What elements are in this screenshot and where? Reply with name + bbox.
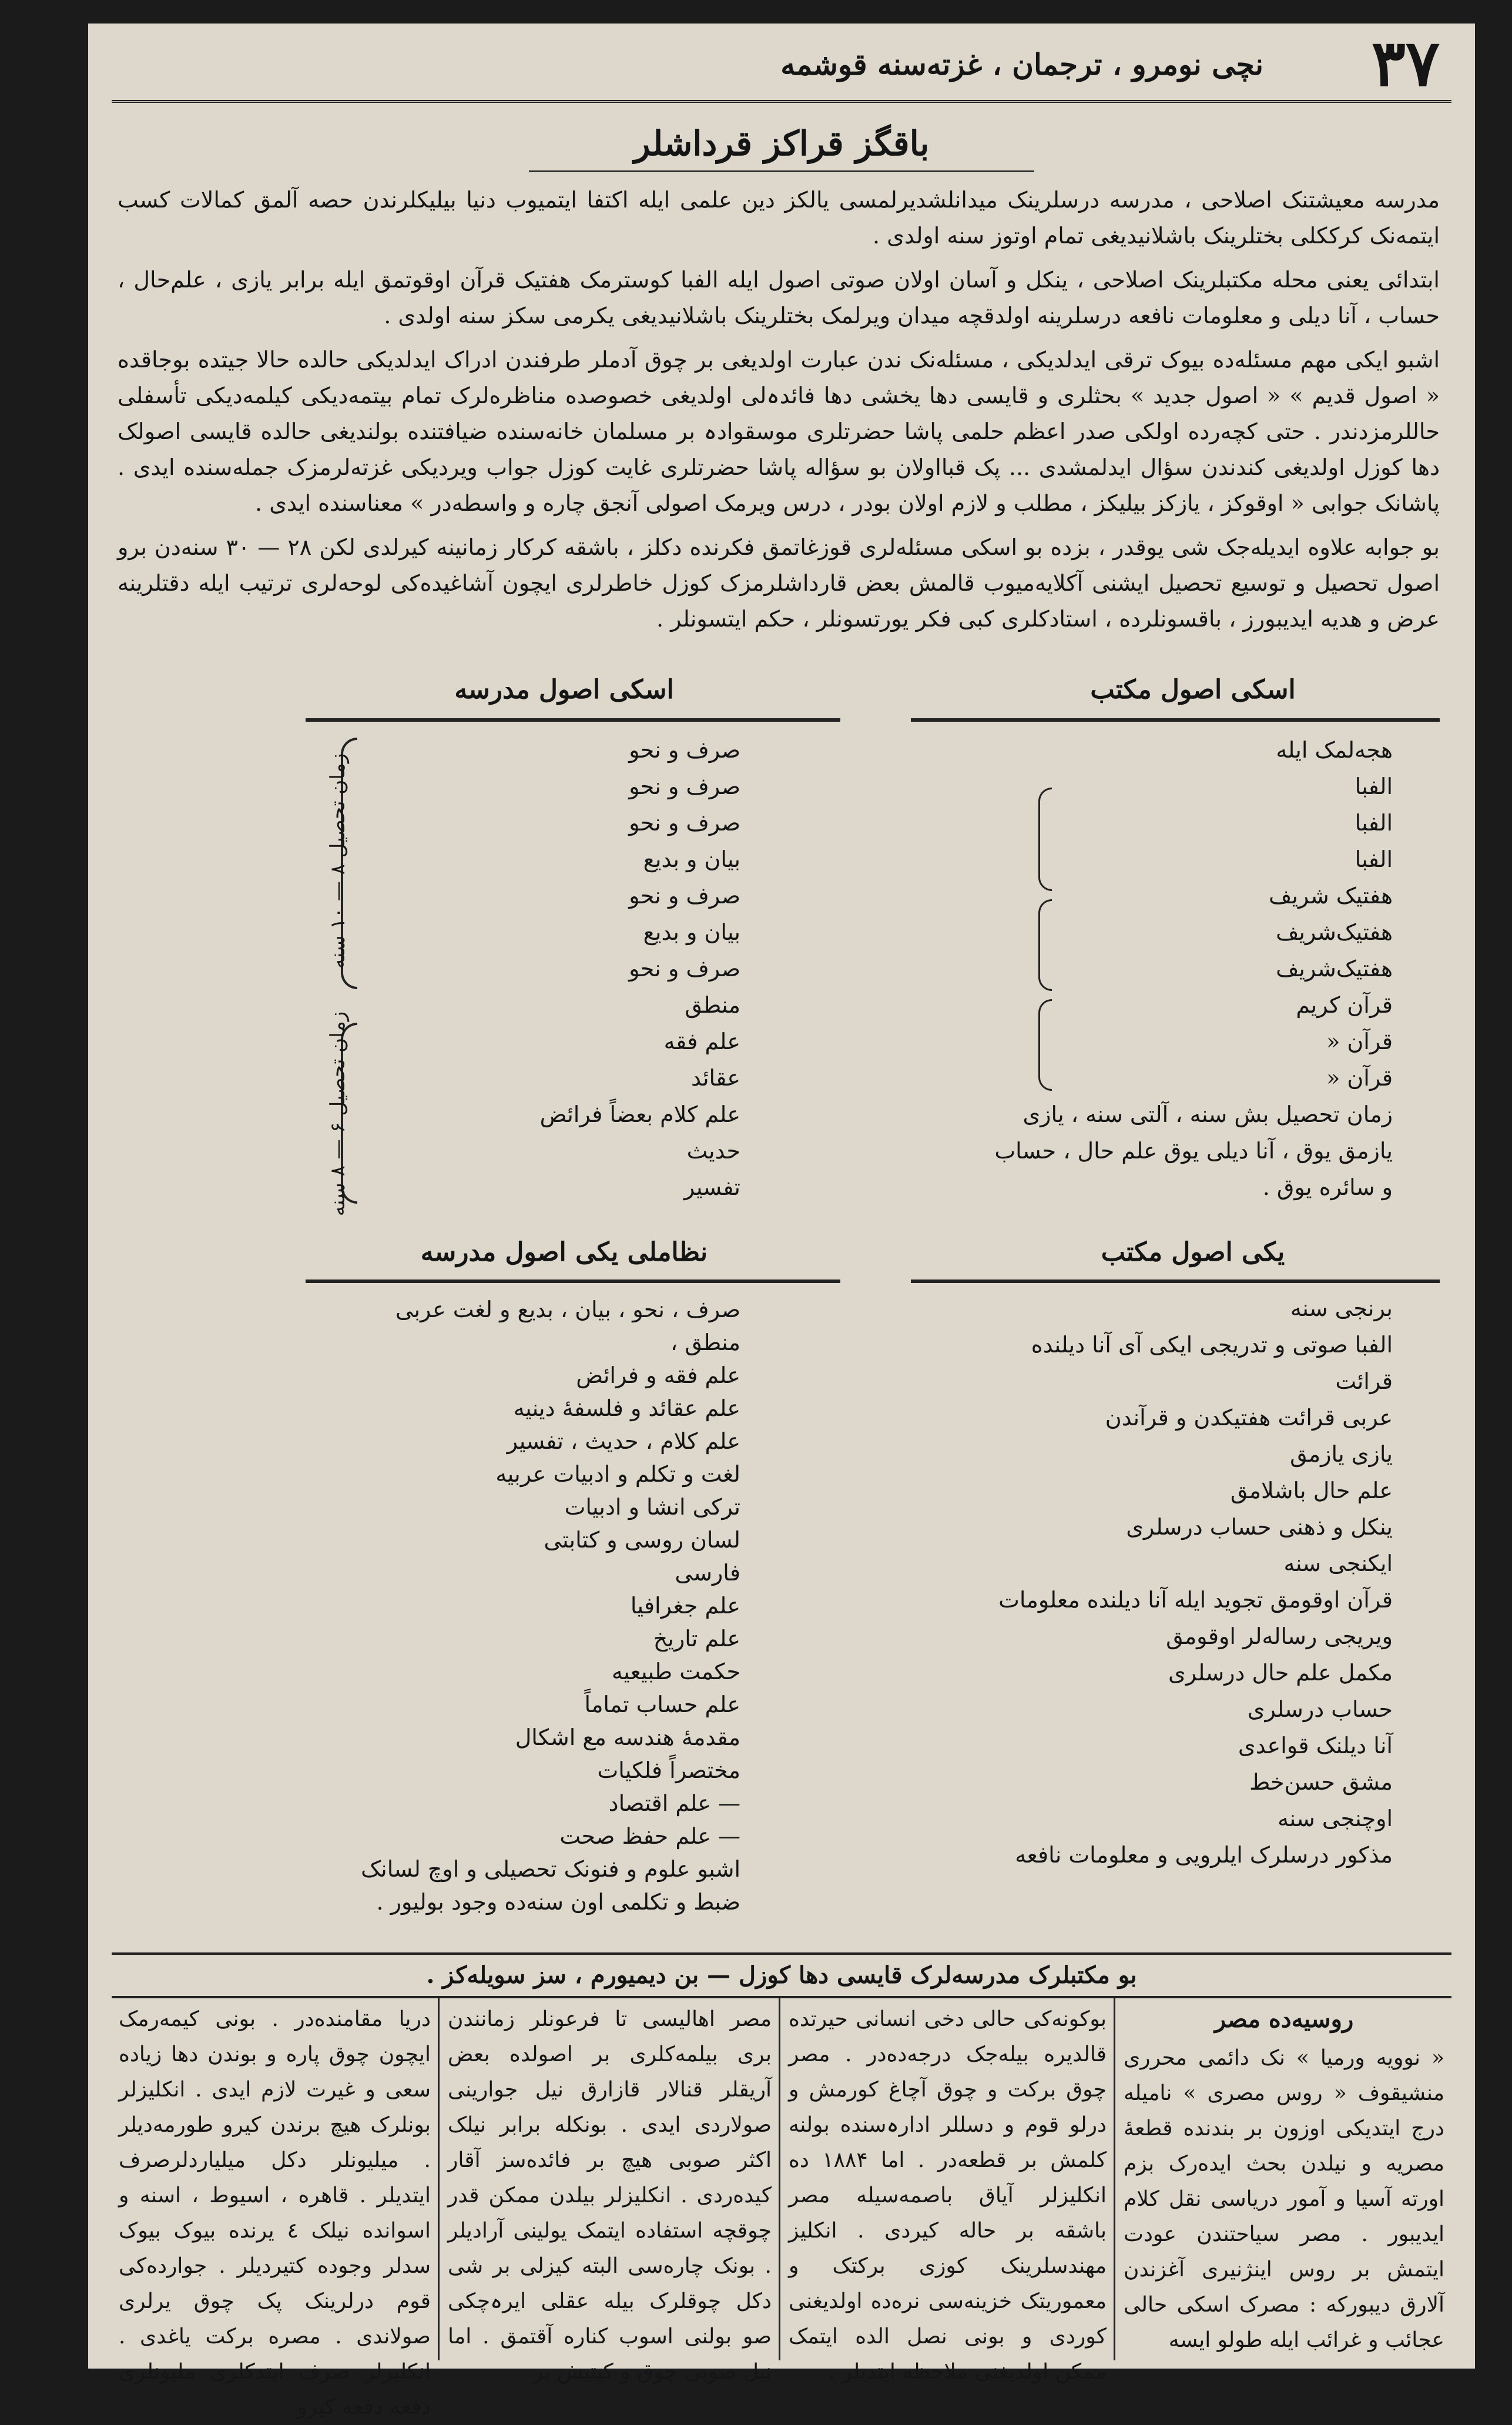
list-item: صرف و نحو bbox=[629, 773, 740, 799]
list-item: صرف و نحو bbox=[629, 883, 740, 909]
new-maktab-list bbox=[864, 1290, 1393, 1873]
paragraph: مدرسه معیشتنک اصلاحی ، مدرسه درسلرینک میدانلشدیرلمسی یالکز دین علمی ایله اکتفا ایتمیوب دنیا بیلیکلرندن حصه آلمق کمالات کسب ایتمه‌نک کرککلی بختلرینک باشلانیدیغی تمام اوتوز سنه اولدی . bbox=[118, 187, 1440, 249]
column-divider bbox=[1114, 1996, 1115, 2360]
list-item: علم فقه bbox=[663, 1029, 740, 1054]
list-item: یازمق یوق ، آنا دیلی یوق علم حال ، حساب bbox=[994, 1138, 1393, 1164]
old-maktab-list bbox=[923, 732, 1393, 1205]
list-item: ینکل و ذهنی حساب درسلری bbox=[1126, 1514, 1393, 1540]
column-text: بوکونه‌کی حالی دخی انسانی حیرتده قالدیره بیله‌جک درجه‌ده‌در . مصر چوق برکت و چوق آچاغ کورمش و درلو قوم و دسللر ادارہ‌سنده بولنه کلمش بر قطعه‌در . اما ۱۸۸۴ ده انکلیزلر آیاق باصمه‌سیله مصر باشقه بر حاله کیردی . انکلیز مهندسلرینک کوزی برکتک و معموریتک خزینه‌سی نره‌ده اولدیغنی کوردی و بونی نصل الده ایتمک ممکن اولدیغنی ملاحظه ایتدیلر . bbox=[789, 2007, 1107, 2384]
duration-label: زمان تحصیل ۸ — ۱۰ سنه bbox=[326, 753, 350, 969]
news-column bbox=[112, 1996, 438, 2419]
list-item: عقائد bbox=[691, 1065, 740, 1091]
old-madrasa-heading: اسکی اصول مدرسه bbox=[454, 675, 674, 705]
table-rule bbox=[911, 1280, 1440, 1283]
list-item: هفتیک‌شریف bbox=[1276, 919, 1393, 945]
news-column bbox=[782, 1996, 1114, 2384]
column-text: دریا مقامنده‌در . بونی کیمه‌رمک ایچون چوق پاره و بوندن دها زیاده سعی و غیرت لازم ایدی . انکلیزلر بونلرک هیچ برندن کیرو طورمه‌دیلر . میلیونلر دکل میلیاردلرصرف ایتدیلر . قاهره ، اسیوط ، اسنه و اسوانده نیلک ٤ یرنده بیوک بیوک سدلر وجوده کتیردیلر . جوارده‌کی قوم درلرینک پک چوق یرلری صولاندی . مصره برکت یاغدی . انکلیزلر صرف ایتدکلری ملیونلری دفعه دفعه کیرو bbox=[119, 2007, 431, 2419]
list-item: علم کلام بعضاً فرائض bbox=[539, 1101, 740, 1127]
list-item: تفسیر bbox=[683, 1174, 740, 1200]
list-item: بیان و بدیع bbox=[643, 846, 740, 872]
list-item: قرآن « bbox=[1326, 1065, 1393, 1091]
list-item: الفبا صوتی و تدریجی ایکی آی آنا دیلنده bbox=[1031, 1332, 1393, 1358]
conclusion-line: بو مکتبلرک مدرسه‌لرک قایسی دها کوزل — بن دیمیورم ، سز سویله‌کز . bbox=[112, 1952, 1451, 1998]
masthead-title: نچی نومرو ، ترجمان ، غزته‌سنه قوشمه bbox=[780, 47, 1263, 82]
list-item: یازی یازمق bbox=[1290, 1441, 1393, 1467]
list-item: ویریجی رساله‌لر اوقومق bbox=[1166, 1623, 1393, 1649]
list-item: حدیث bbox=[686, 1138, 740, 1164]
list-item: منطق bbox=[685, 992, 740, 1018]
list-item: ایکنجی سنه bbox=[1283, 1550, 1393, 1576]
list-item: بیان و بدیع bbox=[643, 919, 740, 945]
list-item: و سائره یوق . bbox=[1262, 1174, 1393, 1200]
list-item: علم عقائد و فلسفهٔ دینیه bbox=[513, 1395, 740, 1421]
year-bracket bbox=[1038, 899, 1052, 991]
old-madrasa-list bbox=[329, 732, 740, 1205]
list-item: قرآن « bbox=[1326, 1029, 1393, 1054]
list-item: منطق ، bbox=[670, 1329, 740, 1355]
list-item: مشق حسن‌خط bbox=[1249, 1769, 1393, 1795]
list-item: علم تاریخ bbox=[653, 1626, 740, 1652]
list-item: اشبو علوم و فنونک تحصیلی و اوچ لسانک bbox=[361, 1856, 740, 1882]
news-column bbox=[441, 1996, 779, 2384]
new-maktab-heading: یکی اصول مکتب bbox=[1101, 1237, 1285, 1267]
list-item: لغت و تکلم و ادبیات عربیه bbox=[495, 1461, 740, 1487]
list-item: علم جغرافیا bbox=[630, 1593, 740, 1619]
egypt-heading: روسیه‌ده مصر bbox=[1214, 2005, 1354, 2033]
list-item: علم کلام ، حدیث ، تفسیر bbox=[507, 1428, 740, 1454]
list-item: ترکی انشا و ادبیات bbox=[564, 1494, 740, 1520]
old-maktab-heading: اسکی اصول مکتب bbox=[1090, 675, 1296, 705]
issue-number: ۳۷ bbox=[1371, 26, 1440, 101]
paragraph: بو جوابه علاوه ایدیله‌جک شی یوقدر ، بزده بو اسکی مسئله‌لری قوزغاتمق فکرنده دکلز ، باشقه کرکار زمانینه کیرلدی لکن ۲۸ — ۳۰ سنه‌دن برو اصول تحصیل و توسیع تحصیل ایشنی آکلایه‌میوب قالمش بعض قارداشلرمزک کوزل خاطرلری ایچون آشاغیده‌کی لوحه‌لری ترتیب ایله دقتلرینه عرض و هدیه ایدیبورز ، باقسونلرده ، استادکلری کبی فکر یورتسونلر ، حکم ایتسونلر . bbox=[118, 534, 1440, 632]
column-text: « نوویه ورمیا » نک دائمی محرری منشیقوف « روس مصری » نامیله درج ایتدیکی اوزون بر بندنده قطعهٔ مصریه و نیلدن بحث ایده‌رک بزم اورته آسیا و آمور دریاسی نقل کلام ایدیبور . مصر سیاحتندن عودت ایتمش بر روس اینژنیری آغزندن آلارق دیبورکه : مصرک اسکی حالی عجائب و غرائب ایله طولو ایسه bbox=[1124, 2046, 1444, 2352]
list-item: حساب درسلری bbox=[1247, 1696, 1393, 1722]
article-title: باقگز قراکز قرداشلر bbox=[633, 123, 930, 163]
title-divider bbox=[529, 170, 1034, 172]
list-item: عربی قرائت هفتیکدن و قرآندن bbox=[1105, 1405, 1393, 1431]
list-item: هفتیک شریف bbox=[1268, 883, 1393, 909]
egypt-article bbox=[112, 1996, 1451, 2419]
list-item: آنا دیلنک قواعدی bbox=[1238, 1733, 1393, 1759]
new-madrasa-list bbox=[212, 1293, 740, 1918]
list-item: صرف و نحو bbox=[629, 737, 740, 763]
column-divider bbox=[438, 1996, 440, 2360]
list-item: صرف و نحو bbox=[629, 810, 740, 836]
list-item: صرف ، نحو ، بیان ، بدیع و لغت عربی bbox=[395, 1297, 740, 1322]
column-text: مصر اهالیسی تا فرعونلر زمانندن بری بیلمه‌کلری بر اصولده بعض آریقلر قنالار قازارق نیل جوارینی صولاردی ایدی . بونکله برابر نیلک اکثر صوبی هیچ بر فائده‌سز آقار کیده‌ردی . انکلیزلر بیلدن ممکن قدر چوقچه استفاده ایتمک یولینی آرادیلر . بونک چاره‌سی البته کیزلی بر شی دکل چوقلرک بیله عقلی ایرہ‌چکی صو بولنی اسوب کناره آقتمق . اما نیل صوبی چوق و کیتیش بر bbox=[448, 2007, 772, 2384]
new-madrasa-heading: نظاملی یکی اصول مدرسه bbox=[420, 1237, 708, 1267]
list-item: قرآن کریم bbox=[1296, 992, 1393, 1018]
paragraph: اشبو ایکی مهم مسئله‌ده بیوک ترقی ایدلدیکی ، مسئله‌نک ندن عبارت اولدیغی بر چوق آدملر طرفندن ادراک ایدلدیکی حالده حالا جیتده بوجاقده « اصول قدیم » « اصول جدید » بحثلری و قایسی دها یخشی دها فائدہ‌لی اولدیغی خصوصده مناظره‌لرک تمام بیتمه‌دیکی کیلمه‌دیکی تأسفلی حاللرمزدندر . حتی کچه‌رده اولکی صدر اعظم حلمی پاشا حضرتلری موسقوادہ بر مسلمان خانه‌سنده ضیافتنده بولندیغی حالده قایسی اصولک دها کوزل اولدیغی کندندن سؤال ایدلمشدی ... پک قبااولان بو سؤاله پاشا حضرتلری غایت کوزل جواب ویردیکی غزته‌لرمزک جمله‌سنده ایدی . پاشانک جوابی « اوقوکز ، یازکز بیلیکز ، مطلب و لازم اولان بودر ، درس ویرمک اصولی آنجق چاره و واسطه‌در » معناسنده ایدی . bbox=[118, 347, 1440, 516]
masthead bbox=[112, 26, 1451, 103]
list-item: مختصراً فلکیات bbox=[597, 1757, 740, 1783]
table-rule bbox=[306, 1280, 840, 1283]
list-item: قرائت bbox=[1335, 1368, 1393, 1394]
duration-label: زمان تحصیل ۶ — ۸ سنه bbox=[326, 1011, 350, 1217]
year-bracket bbox=[1038, 999, 1052, 1091]
list-item: مکمل علم حال درسلری bbox=[1168, 1660, 1393, 1686]
list-item: برنجی سنه bbox=[1290, 1295, 1393, 1321]
list-item: مقدمهٔ هندسه مع اشکال bbox=[515, 1724, 740, 1750]
column-divider bbox=[779, 1996, 780, 2360]
list-item: هجه‌لمک ایله bbox=[1276, 737, 1393, 763]
list-item: — علم حفظ صحت bbox=[559, 1823, 740, 1849]
list-item: مذکور درسلرک ایلرویی و معلومات نافعه bbox=[1015, 1842, 1393, 1868]
list-item: زمان تحصیل بش سنه ، آلتی سنه ، یازی bbox=[1022, 1101, 1393, 1127]
list-item: علم حساب تماماً bbox=[584, 1692, 740, 1717]
list-item: اوچنجی سنه bbox=[1278, 1806, 1393, 1831]
list-item: فارسی bbox=[675, 1560, 740, 1586]
list-item: الفبا bbox=[1355, 773, 1393, 799]
list-item: هفتیک‌شریف bbox=[1276, 956, 1393, 982]
list-item: صرف و نحو bbox=[629, 956, 740, 982]
list-item: قرآن اوقومق تجوید ایله آنا دیلنده معلومات bbox=[998, 1587, 1393, 1613]
list-item: الفبا bbox=[1355, 846, 1393, 872]
list-item: — علم اقتصاد bbox=[608, 1790, 740, 1816]
list-item: الفبا bbox=[1355, 810, 1393, 836]
list-item: علم فقه و فرائض bbox=[576, 1362, 740, 1388]
article-body bbox=[118, 182, 1440, 645]
news-column bbox=[1117, 1996, 1451, 2360]
paragraph: ابتدائی یعنی محله مکتبلرینک اصلاحی ، ینکل و آسان اولان صوتی اصول ایله الفبا کوسترمک هفتیک قرآن اوقوتمق ایله برابر یازی ، علم‌حال ، حساب ، آنا دیلی و معلومات نافعه درسلرینه اولدقچه میدان ویرلمک بختلرینک باشلانیدیغی یکرمی سکز سنه اولدی . bbox=[118, 267, 1440, 329]
list-item: حکمت طبیعیه bbox=[611, 1659, 740, 1684]
list-item: ضبط و تکلمی اون سنه‌ده وجود بولیور . bbox=[376, 1889, 740, 1915]
table-rule bbox=[306, 718, 840, 722]
list-item: علم حال باشلامق bbox=[1230, 1478, 1393, 1503]
newspaper-page bbox=[88, 24, 1475, 2419]
year-bracket bbox=[1038, 788, 1052, 891]
table-rule bbox=[911, 718, 1440, 722]
list-item: لسان روسی و کتابتی bbox=[544, 1527, 740, 1553]
